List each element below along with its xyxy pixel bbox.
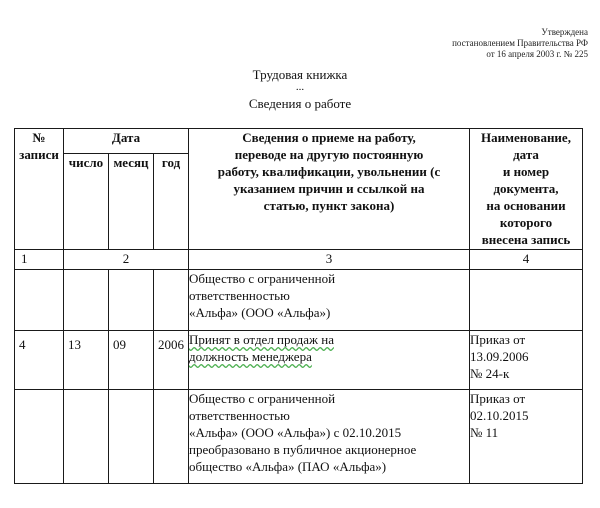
- header-details-lines: [189, 129, 469, 214]
- text-line: Приказ от: [470, 391, 526, 406]
- row-day: [64, 270, 109, 331]
- row-year: 2006: [154, 331, 189, 390]
- row-document-lines: [470, 390, 582, 441]
- row-month: [109, 390, 154, 484]
- row-document: [470, 270, 583, 331]
- row-record-no: [15, 270, 64, 331]
- text-line: «Альфа» (ООО «Альфа») с 02.10.2015: [189, 425, 402, 440]
- text-line: ответственностью: [189, 408, 290, 423]
- text-line: Общество с ограниченной: [189, 391, 336, 406]
- row-year: [154, 390, 189, 484]
- row-details: [189, 331, 470, 390]
- row-details: [189, 270, 470, 331]
- text-line: общество «Альфа» (ПАО «Альфа»): [189, 459, 387, 474]
- table-row: [15, 270, 583, 331]
- column-number-4: 4: [470, 250, 583, 270]
- header-date: Дата: [64, 129, 189, 154]
- table-row: [15, 390, 583, 484]
- header-month: месяц: [109, 154, 154, 250]
- section-title: Сведения о работе: [248, 96, 352, 111]
- column-number-row: [15, 250, 583, 270]
- text-line: дата: [513, 147, 539, 162]
- text-line: Наименование,: [481, 130, 571, 145]
- text-line: и номер: [502, 164, 550, 179]
- row-day: 13: [64, 331, 109, 390]
- row-details-lines: [189, 390, 469, 475]
- text-line: которого: [499, 215, 553, 230]
- text-line: статью, пункт закона): [263, 198, 395, 213]
- row-document: [470, 331, 583, 390]
- column-number-3: 3: [189, 250, 470, 270]
- row-year: [154, 270, 189, 331]
- text-line: Приказ от: [470, 332, 526, 347]
- text-line: ответственностью: [189, 288, 290, 303]
- text-line: указанием причин и ссылкой на: [233, 181, 425, 196]
- text-line: Сведения о приеме на работу,: [242, 130, 416, 145]
- header-document: [470, 129, 583, 250]
- approval-line-1: Утверждена: [541, 27, 588, 37]
- row-record-no: [15, 390, 64, 484]
- text-line: 13.09.2006: [470, 349, 529, 364]
- row-month: 09: [109, 331, 154, 390]
- row-document-lines: [470, 331, 582, 382]
- ellipsis-separator: ...: [295, 81, 305, 93]
- column-number-1: 1: [15, 250, 64, 270]
- row-details: [189, 390, 470, 484]
- work-record-table: [14, 128, 583, 484]
- text-line: на основании: [486, 198, 566, 213]
- row-details-lines: [189, 270, 469, 321]
- approval-line-2: постановлением Правительства РФ: [452, 38, 588, 48]
- text-line: «Альфа» (ООО «Альфа»): [189, 305, 331, 320]
- text-line: № 11: [470, 425, 499, 440]
- text-line: № 24-к: [470, 366, 510, 381]
- header-year: год: [154, 154, 189, 250]
- row-record-no: 4: [15, 331, 64, 390]
- header-row-top: [15, 129, 583, 154]
- row-details-lines: [189, 331, 469, 365]
- text-line: 02.10.2015: [470, 408, 529, 423]
- row-document: [470, 390, 583, 484]
- text-line: внесена запись: [481, 232, 571, 247]
- approval-line-3: от 16 апреля 2003 г. № 225: [486, 49, 588, 59]
- header-document-lines: [470, 129, 582, 248]
- text-line: Принят в отдел продаж на: [189, 332, 334, 347]
- row-month: [109, 270, 154, 331]
- approval-note: [452, 27, 588, 60]
- column-number-2: 2: [64, 250, 189, 270]
- text-line: переводе на другую постоянную: [234, 147, 424, 162]
- text-line: Общество с ограниченной: [189, 271, 336, 286]
- row-day: [64, 390, 109, 484]
- text-line: преобразовано в публичное акционерное: [189, 442, 417, 457]
- header-record-no: № записи: [15, 129, 64, 250]
- header-details: [189, 129, 470, 250]
- document-title: Трудовая книжка: [252, 67, 348, 82]
- text-line: документа,: [493, 181, 559, 196]
- text-line: работу, квалификации, увольнении (с: [217, 164, 441, 179]
- table-row: [15, 331, 583, 390]
- text-line: должность менеджера: [189, 349, 312, 364]
- header-day: число: [64, 154, 109, 250]
